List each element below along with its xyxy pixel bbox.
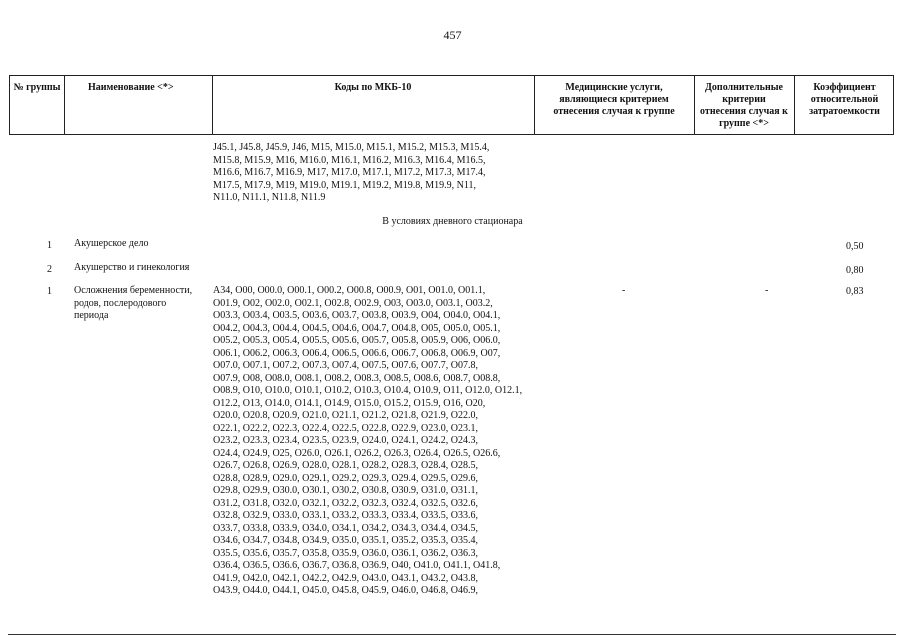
header-codes: Коды по МКБ-10	[334, 82, 412, 93]
code-line: O23.2, O23.3, O23.4, O23.5, O23.9, O24.0, O24.1, O24.2, O24.3,	[213, 435, 478, 446]
row-coefficient: 0,83	[846, 286, 864, 297]
header-name: Наименование <*>	[88, 82, 174, 93]
code-line: M15.8, M15.9, M16, M16.0, M16.1, M16.2, M16.3, M16.4, M16.5,	[213, 154, 486, 166]
row-coefficient: 0,50	[846, 241, 864, 252]
code-line: O34.6, O34.7, O34.8, O34.9, O35.0, O35.1, O35.2, O35.3, O35.4,	[213, 535, 478, 546]
code-line: O31.2, O31.8, O32.0, O32.1, O32.2, O32.3, O32.4, O32.5, O32.6,	[213, 497, 478, 509]
row-name-line: родов, послеродового	[74, 297, 167, 309]
code-line: O41.9, O42.0, O42.1, O42.2, O42.9, O43.0, O43.1, O43.2, O43.8,	[213, 572, 478, 584]
code-line: M16.6, M16.7, M16.9, M17, M17.0, M17.1, M17.2, M17.3, M17.4,	[213, 167, 486, 178]
row-name	[74, 285, 192, 323]
code-line: O35.5, O35.6, O35.7, O35.8, O35.9, O36.0, O36.1, O36.2, O36.3,	[213, 547, 478, 559]
row-coefficient: 0,80	[846, 265, 864, 276]
header-group-no: № группы	[13, 82, 61, 93]
page-number: 457	[443, 28, 462, 42]
row-extra-criteria: -	[765, 285, 769, 296]
code-line: O33.7, O33.8, O33.9, O34.0, O34.1, O34.2, O34.3, O34.4, O34.5,	[213, 522, 478, 534]
row-number: 1	[47, 240, 52, 251]
row-name: Акушерское дело	[74, 238, 149, 249]
continuation-codes	[213, 142, 489, 205]
code-line: J45.1, J45.8, J45.9, J46, M15, M15.0, M15.1, M15.2, M15.3, M15.4,	[213, 142, 490, 153]
code-line: O22.1, O22.2, O22.3, O22.4, O22.5, O22.8, O22.9, O23.0, O23.1,	[213, 422, 478, 434]
code-line: O20.0, O20.8, O20.9, O21.0, O21.1, O21.2, O21.8, O21.9, O22.0,	[213, 410, 478, 421]
code-line: O12.2, O13, O14.0, O14.1, O14.9, O15.0, O15.2, O15.9, O16, O20,	[213, 397, 486, 409]
code-line: O36.4, O36.5, O36.6, O36.7, O36.8, O36.9, O40, O41.0, O41.1, O41.8,	[213, 560, 501, 571]
code-line: O05.2, O05.3, O05.4, O05.5, O05.6, O05.7, O05.8, O05.9, O06, O06.0,	[213, 335, 501, 346]
code-line: O04.2, O04.3, O04.4, O04.5, O04.6, O04.7, O04.8, O05, O05.0, O05.1,	[213, 322, 501, 334]
code-line: O01.9, O02, O02.0, O02.1, O02.8, O02.9, O03, O03.0, O03.1, O03.2,	[213, 297, 493, 309]
code-line: O43.9, O44.0, O44.1, O45.0, O45.8, O45.9, O46.0, O46.8, O46.9,	[213, 585, 478, 596]
row-codes	[213, 285, 522, 598]
row-number: 2	[47, 264, 52, 275]
code-line: O24.4, O24.9, O25, O26.0, O26.1, O26.2, O26.3, O26.4, O26.5, O26.6,	[213, 447, 501, 459]
section-title: В условиях дневного стационара	[382, 216, 523, 227]
header-extra-criteria: Дополнительные критерии отнесения случая к группе <*>	[700, 82, 788, 129]
header-coefficient: Коэффициент относительной затратоемкости	[809, 82, 880, 117]
code-line: N11.0, N11.1, N11.8, N11.9	[213, 192, 326, 203]
row-name-line: периода	[74, 310, 109, 321]
code-line: O32.8, O32.9, O33.0, O33.1, O33.2, O33.3, O33.4, O33.5, O33.6,	[213, 510, 478, 521]
row-name-line: Осложнения беременности,	[74, 285, 193, 296]
row-name: Акушерство и гинекология	[74, 262, 190, 273]
code-line: O03.3, O03.4, O03.5, O03.6, O03.7, O03.8, O03.9, O04, O04.0, O04.1,	[213, 310, 501, 321]
table-header	[9, 75, 894, 135]
code-line: O07.0, O07.1, O07.2, O07.3, O07.4, O07.5, O07.6, O07.7, O07.8,	[213, 360, 478, 371]
code-line: M17.5, M17.9, M19, M19.0, M19.1, M19.2, M19.8, M19.9, N11,	[213, 179, 476, 191]
code-line: O06.1, O06.2, O06.3, O06.4, O06.5, O06.6, O06.7, O06.8, O06.9, O07,	[213, 347, 501, 359]
header-medical-services: Медицинские услуги, являющиеся критерием отнесения случая к группе	[553, 82, 675, 117]
code-line: O26.7, O26.8, O26.9, O28.0, O28.1, O28.2, O28.3, O28.4, O28.5,	[213, 460, 478, 471]
row-medical-services: -	[622, 285, 626, 296]
row-number: 1	[47, 286, 52, 297]
code-line: O07.9, O08, O08.0, O08.1, O08.2, O08.3, O08.5, O08.6, O08.7, O08.8,	[213, 372, 501, 384]
page-bottom-edge	[8, 634, 896, 635]
code-line: A34, O00, O00.0, O00.1, O00.2, O00.8, O00.9, O01, O01.0, O01.1,	[213, 285, 486, 296]
code-line: O08.9, O10, O10.0, O10.1, O10.2, O10.3, O10.4, O10.9, O11, O12.0, O12.1,	[213, 385, 523, 396]
code-line: O28.8, O28.9, O29.0, O29.1, O29.2, O29.3, O29.4, O29.5, O29.6,	[213, 472, 478, 484]
code-line: O29.8, O29.9, O30.0, O30.1, O30.2, O30.8, O30.9, O31.0, O31.1,	[213, 485, 478, 496]
